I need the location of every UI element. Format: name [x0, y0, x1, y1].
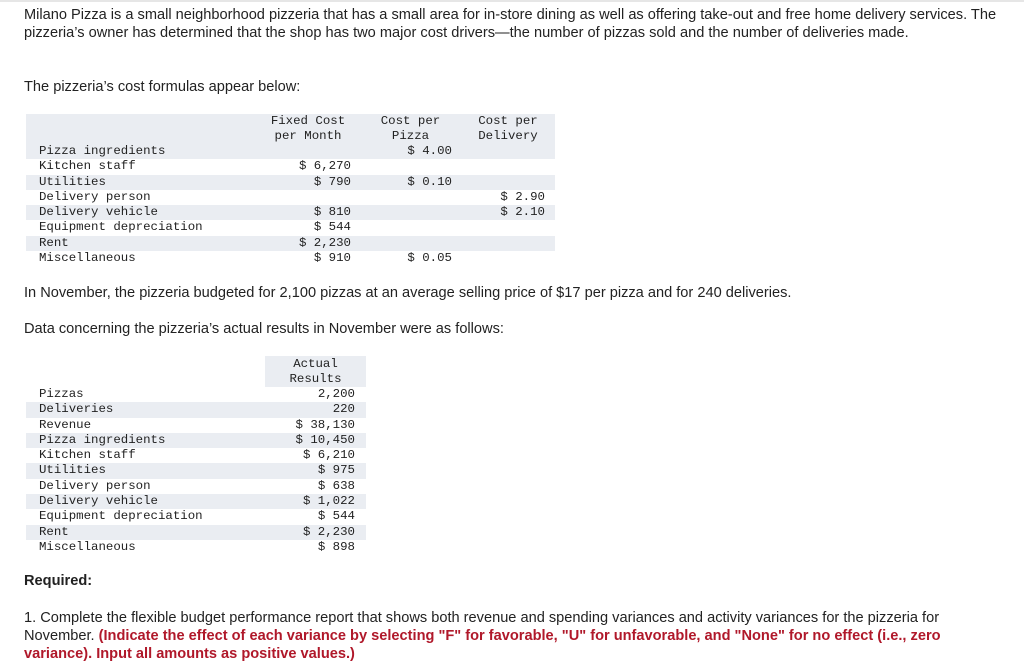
cost-row-delivery [461, 251, 555, 266]
cost-row-delivery [461, 220, 555, 235]
cost-table-header-row [26, 114, 555, 144]
cost-row-fixed: $ 2,230 [298, 235, 351, 250]
actual-row [26, 463, 366, 478]
actual-row [26, 479, 366, 494]
actual-row [26, 525, 366, 540]
cost-row [26, 236, 555, 251]
budget-paragraph: In November, the pizzeria budgeted for 2,100 pizzas at an average selling price of $17 per pizza and for 240 deliveries. [24, 285, 792, 301]
delivery-header-line2: Delivery [478, 129, 538, 143]
cost-row-label: Kitchen staff [39, 159, 136, 174]
cost-row-label: Pizza ingredients [39, 144, 166, 158]
cost-row-label: Miscellaneous [39, 251, 136, 266]
actual-row-label: Revenue [39, 417, 92, 432]
cost-row [26, 220, 555, 235]
actual-table-header-row [26, 356, 366, 387]
actual-header-line1: Actual [293, 357, 338, 371]
actual-row-value: $ 1,022 [302, 494, 355, 509]
cost-table-label-header [26, 114, 256, 144]
cost-row-fixed: $ 544 [313, 220, 351, 235]
actual-row-value: 220 [332, 402, 355, 417]
actual-row [26, 402, 366, 417]
required-question [24, 609, 999, 663]
cost-per-pizza-header [360, 114, 461, 144]
actual-row-value: $ 638 [317, 478, 355, 493]
delivery-header-line1: Cost per [478, 114, 538, 128]
cost-row-fixed [256, 190, 360, 205]
actual-row-value: $ 38,130 [295, 417, 355, 432]
cost-row-fixed: $ 790 [313, 174, 351, 189]
actual-row-label: Pizza ingredients [39, 432, 166, 447]
actual-row [26, 494, 366, 509]
cost-row-delivery: $ 2.10 [500, 205, 545, 220]
actual-row-value: $ 10,450 [295, 432, 355, 447]
cost-formula-table [26, 114, 555, 266]
cost-row-label: Equipment depreciation [39, 220, 203, 235]
cost-row-pizza [360, 190, 461, 205]
actual-row-value: $ 544 [317, 509, 355, 524]
actual-row-value: $ 975 [317, 463, 355, 478]
cost-row-label: Delivery person [39, 189, 151, 204]
cost-row-fixed [256, 144, 360, 159]
actual-results-intro: Data concerning the pizzeria’s actual results in November were as follows: [24, 321, 504, 337]
actual-row [26, 418, 366, 433]
actual-results-header [265, 356, 366, 387]
actual-row [26, 387, 366, 402]
actual-row [26, 540, 366, 555]
actual-row-label: Miscellaneous [39, 539, 136, 554]
actual-row-label: Kitchen staff [39, 448, 136, 463]
cost-row [26, 159, 555, 174]
actual-table-label-header [26, 356, 265, 387]
actual-row-value: $ 6,210 [302, 448, 355, 463]
actual-row-value: $ 898 [317, 539, 355, 554]
actual-header-line2: Results [289, 372, 342, 386]
required-text: 1. Complete the flexible budget performance report that shows both revenue and spending variances and activity variances for the pizzeria for November. [24, 610, 940, 644]
cost-row [26, 205, 555, 220]
cost-row-fixed: $ 6,270 [298, 159, 351, 174]
cost-row-pizza [360, 236, 461, 251]
cost-row-fixed: $ 910 [313, 251, 351, 266]
cost-row-pizza: $ 4.00 [407, 144, 452, 158]
fixed-header-line2: per Month [274, 129, 342, 143]
cost-row-label: Utilities [39, 174, 106, 189]
actual-row [26, 433, 366, 448]
actual-results-table [26, 356, 366, 555]
cost-row-pizza [360, 159, 461, 174]
actual-row [26, 509, 366, 524]
actual-row-label: Delivery vehicle [39, 494, 158, 509]
actual-row-label: Equipment depreciation [39, 509, 203, 524]
cost-row [26, 144, 555, 159]
actual-row [26, 448, 366, 463]
cost-row-label: Delivery vehicle [39, 205, 158, 220]
actual-row-label: Delivery person [39, 478, 151, 493]
cost-row-delivery [461, 159, 555, 174]
cost-row [26, 251, 555, 266]
cost-row-pizza [360, 220, 461, 235]
cost-row-pizza [360, 205, 461, 220]
cost-row [26, 190, 555, 205]
cost-row-pizza: $ 0.05 [407, 251, 452, 266]
fixed-header-line1: Fixed Cost [270, 114, 346, 128]
cost-row-delivery [461, 144, 555, 159]
fixed-cost-header [256, 114, 360, 144]
intro-paragraph: Milano Pizza is a small neighborhood pizzeria that has a small area for in-store dining as well as offering take-out and free home delivery services. The pizzeria’s owner has determined that the shop has two major cost drivers—the number of pizzas sold and the number of deliveries made. [24, 7, 997, 41]
actual-row-label: Utilities [39, 463, 106, 478]
cost-row-fixed: $ 810 [313, 205, 351, 220]
pizza-header-line2: Pizza [391, 129, 430, 143]
required-instructions: (Indicate the effect of each variance by selecting "F" for favorable, "U" for unfavorable, and "None" for no effect (i.e., zero variance). Input all amounts as positive values.) [24, 628, 941, 662]
actual-row-label: Rent [39, 524, 69, 539]
required-heading: Required: [24, 573, 93, 589]
pizza-header-line1: Cost per [380, 114, 441, 128]
cost-row-label: Rent [39, 235, 69, 250]
cost-row-pizza: $ 0.10 [407, 174, 452, 189]
actual-row-value: $ 2,230 [302, 524, 355, 539]
cost-row-delivery: $ 2.90 [500, 189, 545, 204]
top-divider [0, 0, 1024, 2]
cost-row [26, 175, 555, 190]
cost-per-delivery-header [461, 114, 555, 144]
cost-row-delivery [461, 175, 555, 190]
cost-formulas-intro: The pizzeria’s cost formulas appear below: [24, 79, 301, 95]
actual-row-value: 2,200 [317, 387, 355, 401]
actual-row-label: Pizzas [39, 387, 84, 401]
actual-row-label: Deliveries [39, 402, 114, 417]
cost-row-delivery [461, 236, 555, 251]
